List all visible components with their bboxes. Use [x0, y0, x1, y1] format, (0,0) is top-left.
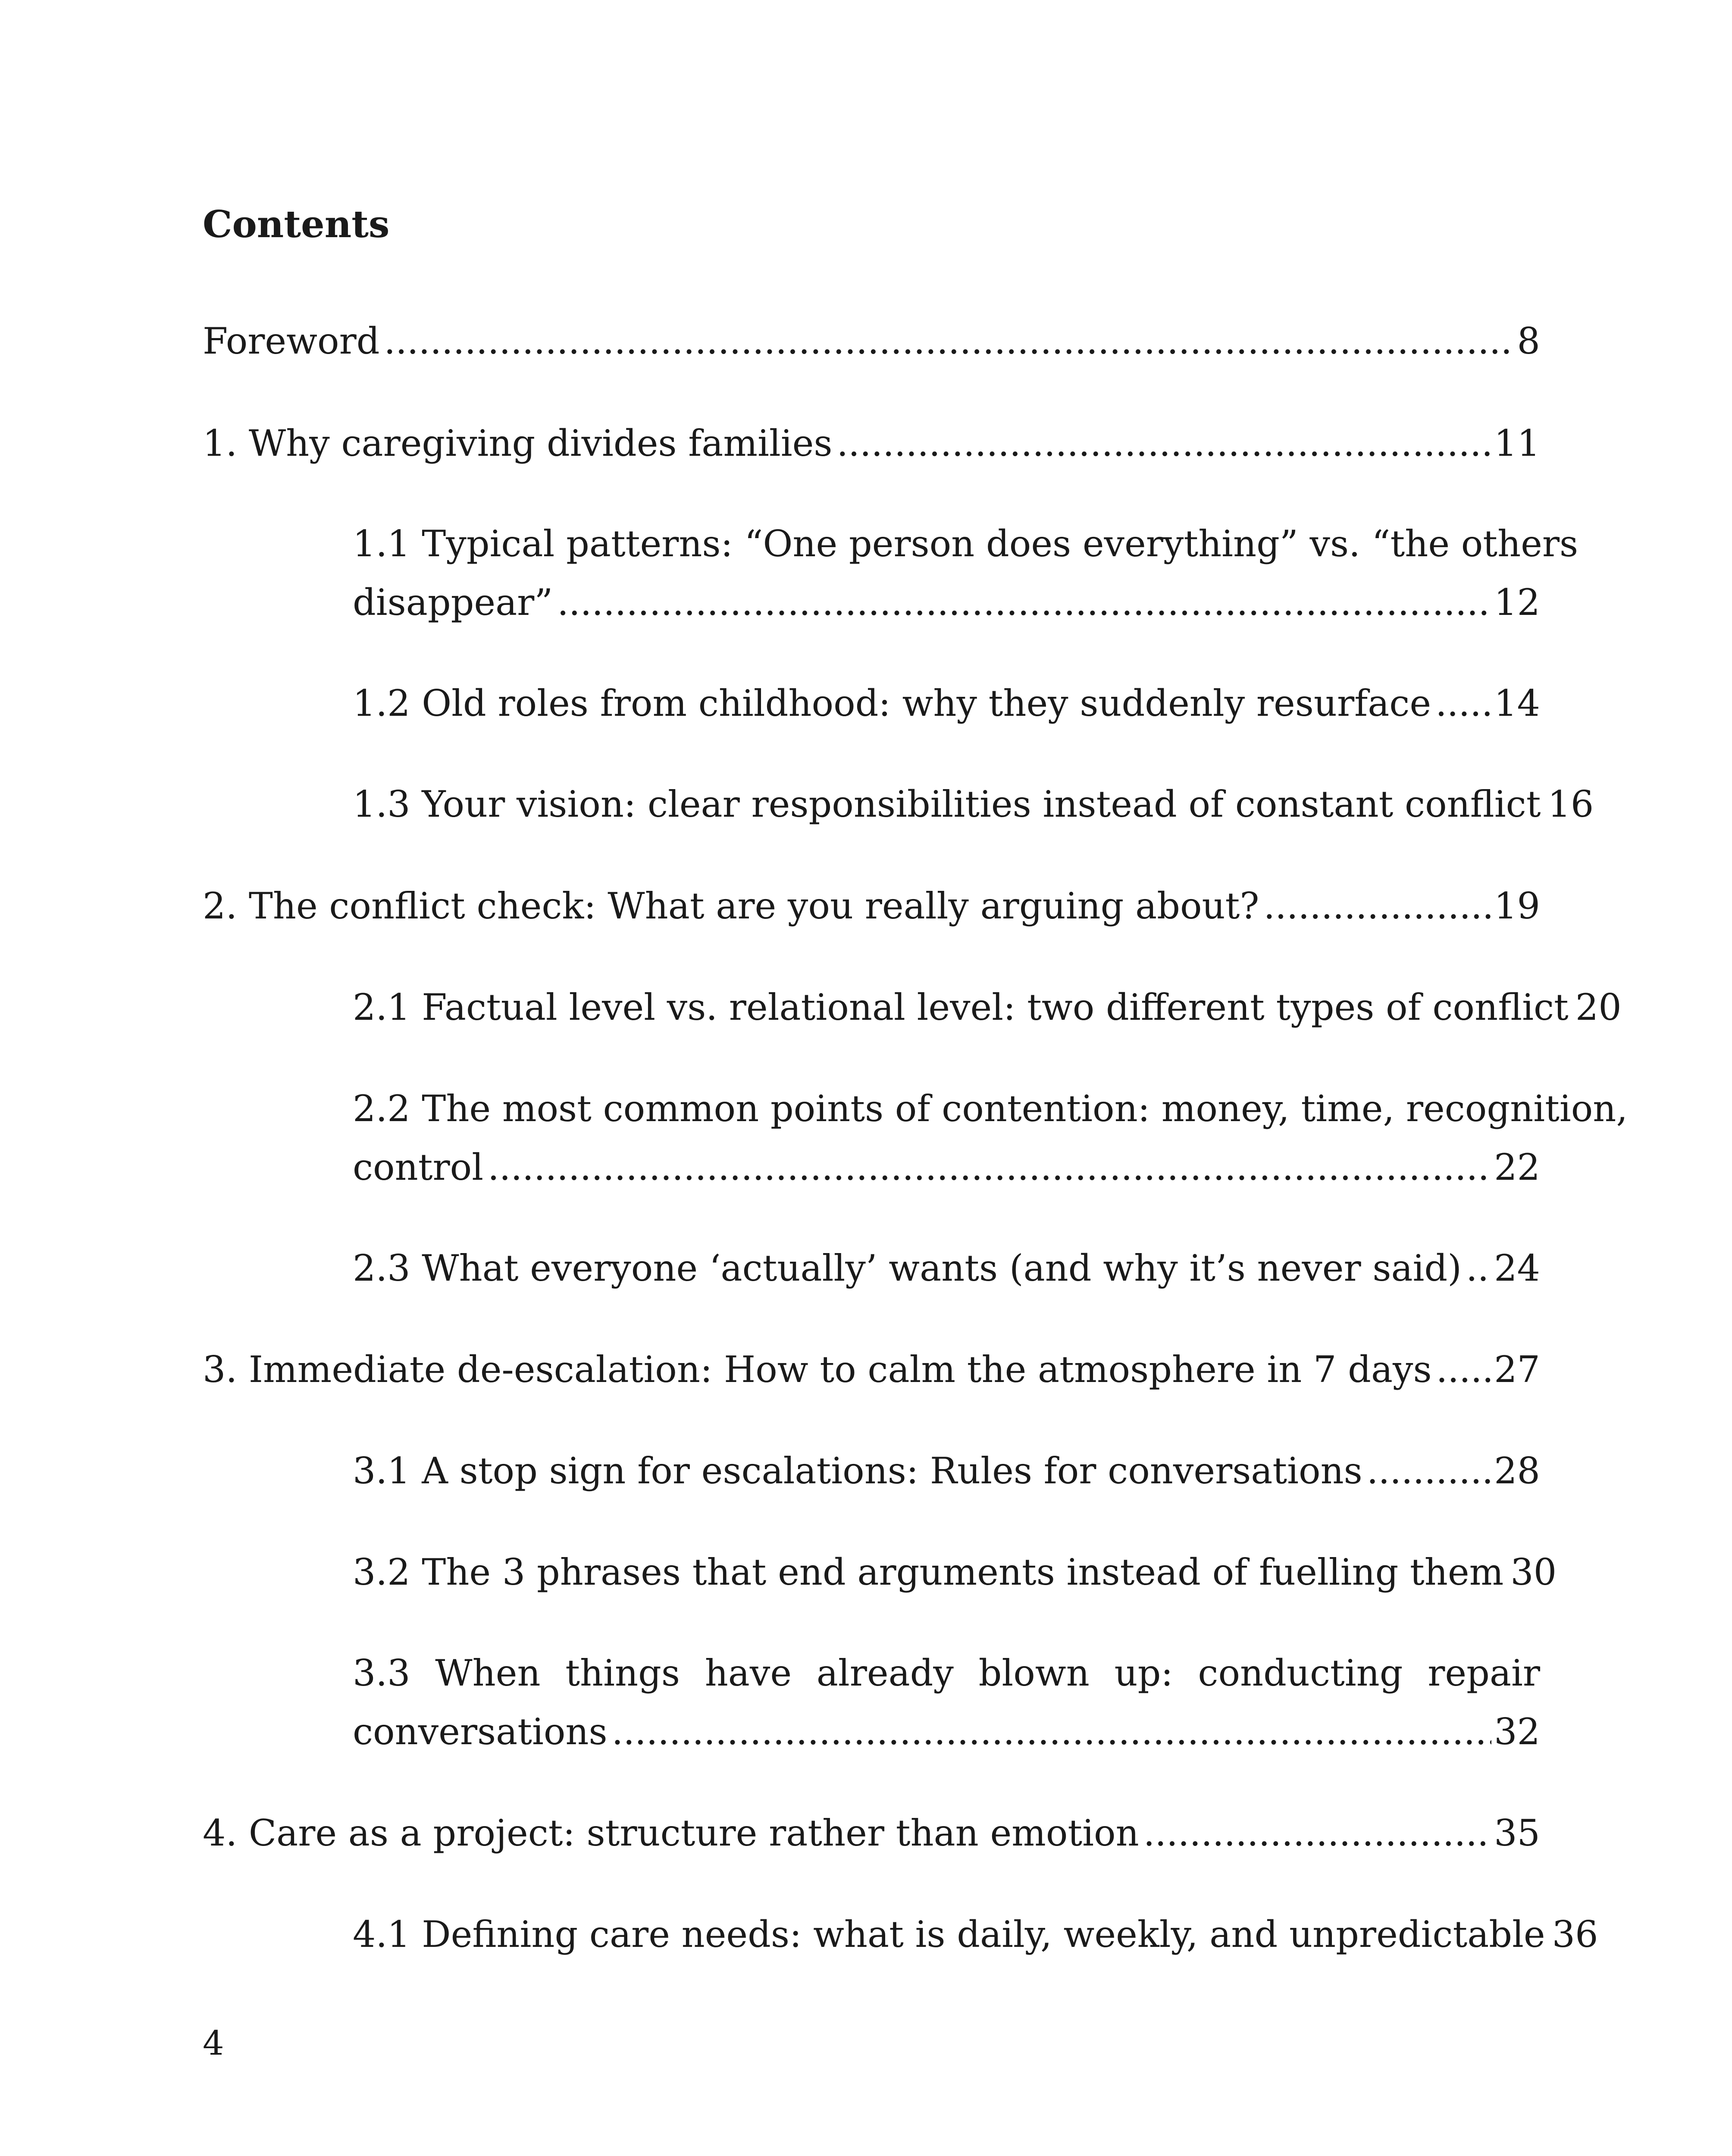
dot-leader	[384, 312, 1515, 370]
toc-entry-title-line-1: 3.3 When things have already blown up: conducting repair	[353, 1652, 1540, 1694]
toc-entry-title: 3.1 A stop sign for escalations: Rules for conversations	[353, 1450, 1362, 1492]
toc-page-number: 8	[1517, 320, 1540, 362]
toc-page-number: 19	[1494, 885, 1540, 927]
toc-page-number: 14	[1494, 682, 1540, 724]
dot-leader	[1367, 1442, 1491, 1500]
dot-leader	[557, 573, 1491, 632]
dot-leader	[1466, 1239, 1491, 1297]
toc-entry-title-line-2: conversations	[353, 1711, 608, 1753]
toc-entry-section-2-1[interactable]	[353, 978, 1622, 1037]
dot-leader	[1143, 1804, 1491, 1862]
toc-entry-title: 2.3 What everyone ‘actually’ wants (and why it’s never said)	[353, 1247, 1462, 1289]
toc-entry-section-2-3[interactable]	[353, 1239, 1540, 1297]
toc-entry-section-3-3[interactable]	[353, 1644, 1540, 1761]
toc-page-number: 16	[1547, 783, 1594, 825]
toc-entry-title: 4. Care as a project: structure rather than emotion	[203, 1812, 1139, 1854]
toc-entry-section-4-1[interactable]	[353, 1905, 1598, 1964]
toc-entry-title: 2. The conflict check: What are you really arguing about?	[203, 885, 1259, 927]
toc-page-number: 20	[1575, 986, 1622, 1028]
toc-entry-title: 3. Immediate de-escalation: How to calm the atmosphere in 7 days	[203, 1348, 1432, 1391]
toc-entry-title-line-2: disappear”	[353, 581, 553, 624]
toc-entry-section-1-2[interactable]	[353, 674, 1540, 733]
toc-page-number: 28	[1494, 1450, 1540, 1492]
toc-entry-section-3-2[interactable]	[353, 1543, 1557, 1601]
dot-leader	[1435, 674, 1491, 733]
toc-entry-section-2-2[interactable]	[353, 1079, 1628, 1197]
toc-entry-chapter-1[interactable]	[203, 414, 1540, 473]
toc-entry-title: 4.1 Defining care needs: what is daily, weekly, and unpredictable	[353, 1913, 1545, 1955]
page-number: 4	[203, 2024, 224, 2063]
toc-page-number: 27	[1494, 1348, 1540, 1391]
toc-page-number: 24	[1494, 1247, 1540, 1289]
dot-leader	[1436, 1340, 1492, 1399]
toc-entry-foreword[interactable]	[203, 312, 1540, 370]
toc-entry-title-line-2: control	[353, 1146, 484, 1188]
toc-page-number: 12	[1494, 581, 1540, 624]
toc-entry-section-1-3[interactable]	[353, 775, 1594, 834]
toc-page-number: 32	[1494, 1711, 1540, 1753]
toc-page-number: 36	[1552, 1913, 1598, 1955]
toc-entry-chapter-3[interactable]	[203, 1340, 1540, 1399]
toc-entry-section-3-1[interactable]	[353, 1442, 1540, 1500]
toc-entry-title: 1. Why caregiving divides families	[203, 422, 833, 464]
toc-entry-title-line-1: 2.2 The most common points of contention: money, time, recognition,	[353, 1087, 1628, 1130]
toc-entry-chapter-4[interactable]	[203, 1804, 1540, 1862]
toc-page-number: 35	[1494, 1812, 1540, 1854]
toc-entry-title: 1.3 Your vision: clear responsibilities instead of constant conflict	[353, 783, 1541, 825]
toc-entry-title: 3.2 The 3 phrases that end arguments instead of fuelling them	[353, 1551, 1504, 1593]
toc-entry-title: 1.2 Old roles from childhood: why they suddenly resurface	[353, 682, 1431, 724]
toc-entry-section-1-1[interactable]	[353, 514, 1579, 632]
toc-page-number: 22	[1494, 1146, 1540, 1188]
toc-page-number: 30	[1510, 1551, 1557, 1593]
dot-leader	[612, 1702, 1491, 1761]
toc-entry-title: Foreword	[203, 320, 380, 362]
contents-heading: Contents	[203, 203, 390, 246]
dot-leader	[836, 414, 1491, 473]
dot-leader	[488, 1138, 1491, 1197]
toc-entry-title: 2.1 Factual level vs. relational level: two different types of conflict	[353, 986, 1569, 1028]
dot-leader	[1263, 877, 1491, 935]
toc-page-number: 11	[1494, 422, 1540, 464]
toc-entry-chapter-2[interactable]	[203, 877, 1540, 935]
toc-entry-title-line-1: 1.1 Typical patterns: “One person does everything” vs. “the others	[353, 523, 1579, 565]
